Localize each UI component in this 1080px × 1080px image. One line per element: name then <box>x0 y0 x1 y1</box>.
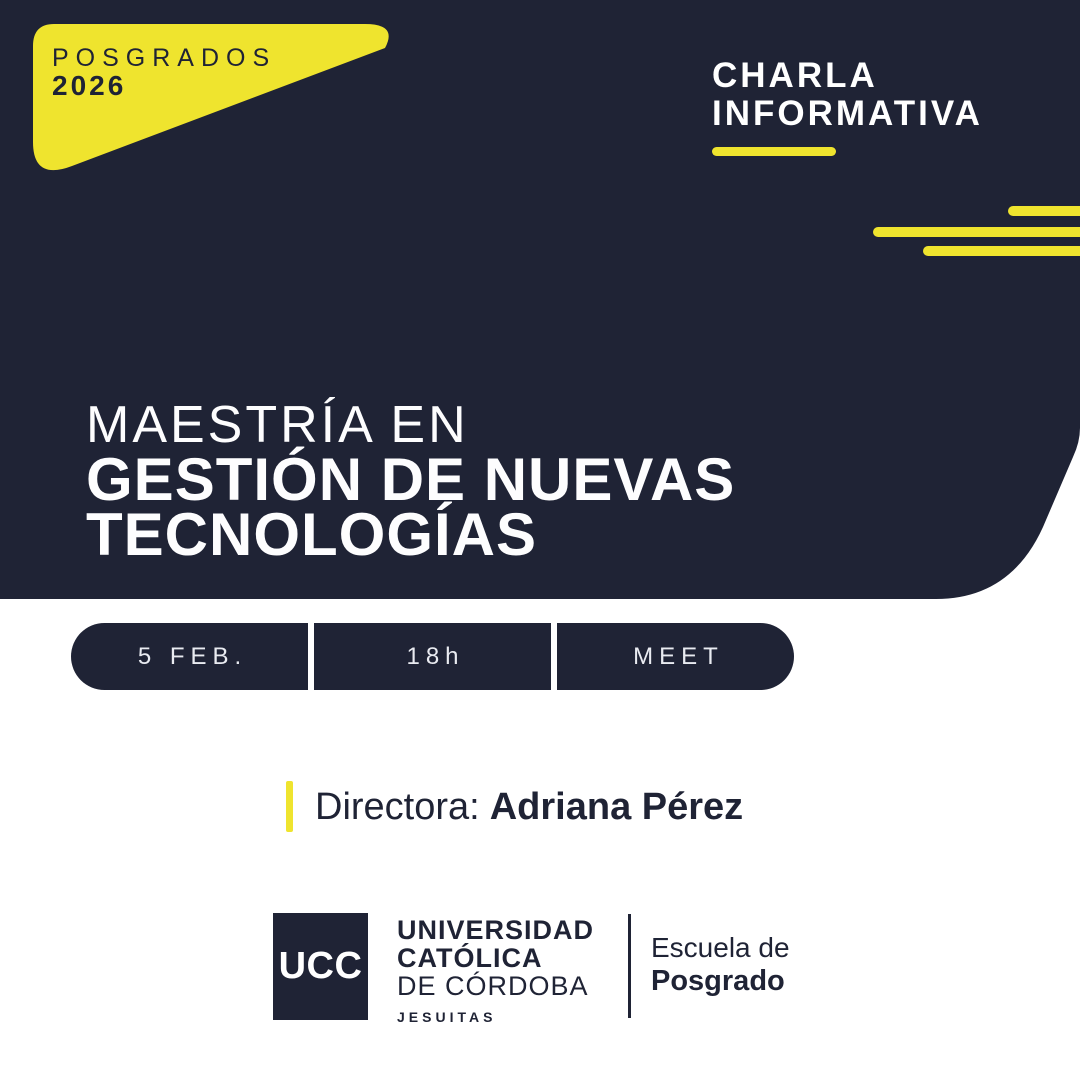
event-title-underline <box>712 147 836 156</box>
event-time-pill: 18h <box>314 623 551 690</box>
event-platform-pill: MEET <box>557 623 794 690</box>
program-title <box>86 396 736 568</box>
director-label: Directora: <box>315 786 480 828</box>
university-name-line1: UNIVERSIDAD <box>397 915 595 945</box>
decorative-line-1 <box>1008 206 1080 216</box>
university-order-label: JESUITAS <box>397 1009 497 1025</box>
badge-year: 2026 <box>52 70 127 101</box>
program-name-line1: GESTIÓN DE NUEVAS <box>86 446 736 513</box>
director-accent-bar <box>286 781 293 832</box>
school-name-block <box>651 931 790 998</box>
director-row <box>315 786 743 829</box>
event-type-line1: CHARLA <box>712 56 878 95</box>
program-degree-line: MAESTRÍA EN <box>86 396 469 454</box>
director-name: Adriana Pérez <box>489 786 744 828</box>
logo-divider <box>628 914 631 1018</box>
event-date-pill: 5 FEB. <box>71 623 308 690</box>
ucc-logo-square <box>273 913 368 1020</box>
badge-kicker: POSGRADOS <box>52 44 277 72</box>
university-name-line3: DE CÓRDOBA <box>397 971 589 1001</box>
event-details-bar <box>71 623 794 690</box>
decorative-line-3 <box>923 246 1080 256</box>
school-name-line1: Escuela de <box>651 932 790 963</box>
event-type-title <box>712 57 983 133</box>
school-name-line2: Posgrado <box>651 965 785 997</box>
event-type-line2: INFORMATIVA <box>712 94 983 133</box>
university-name-line2: CATÓLICA <box>397 943 543 973</box>
ucc-logo-acronym: UCC <box>278 945 363 987</box>
program-name-line2: TECNOLOGÍAS <box>86 501 538 568</box>
decorative-line-2 <box>873 227 1080 237</box>
university-name-block <box>397 916 594 1025</box>
